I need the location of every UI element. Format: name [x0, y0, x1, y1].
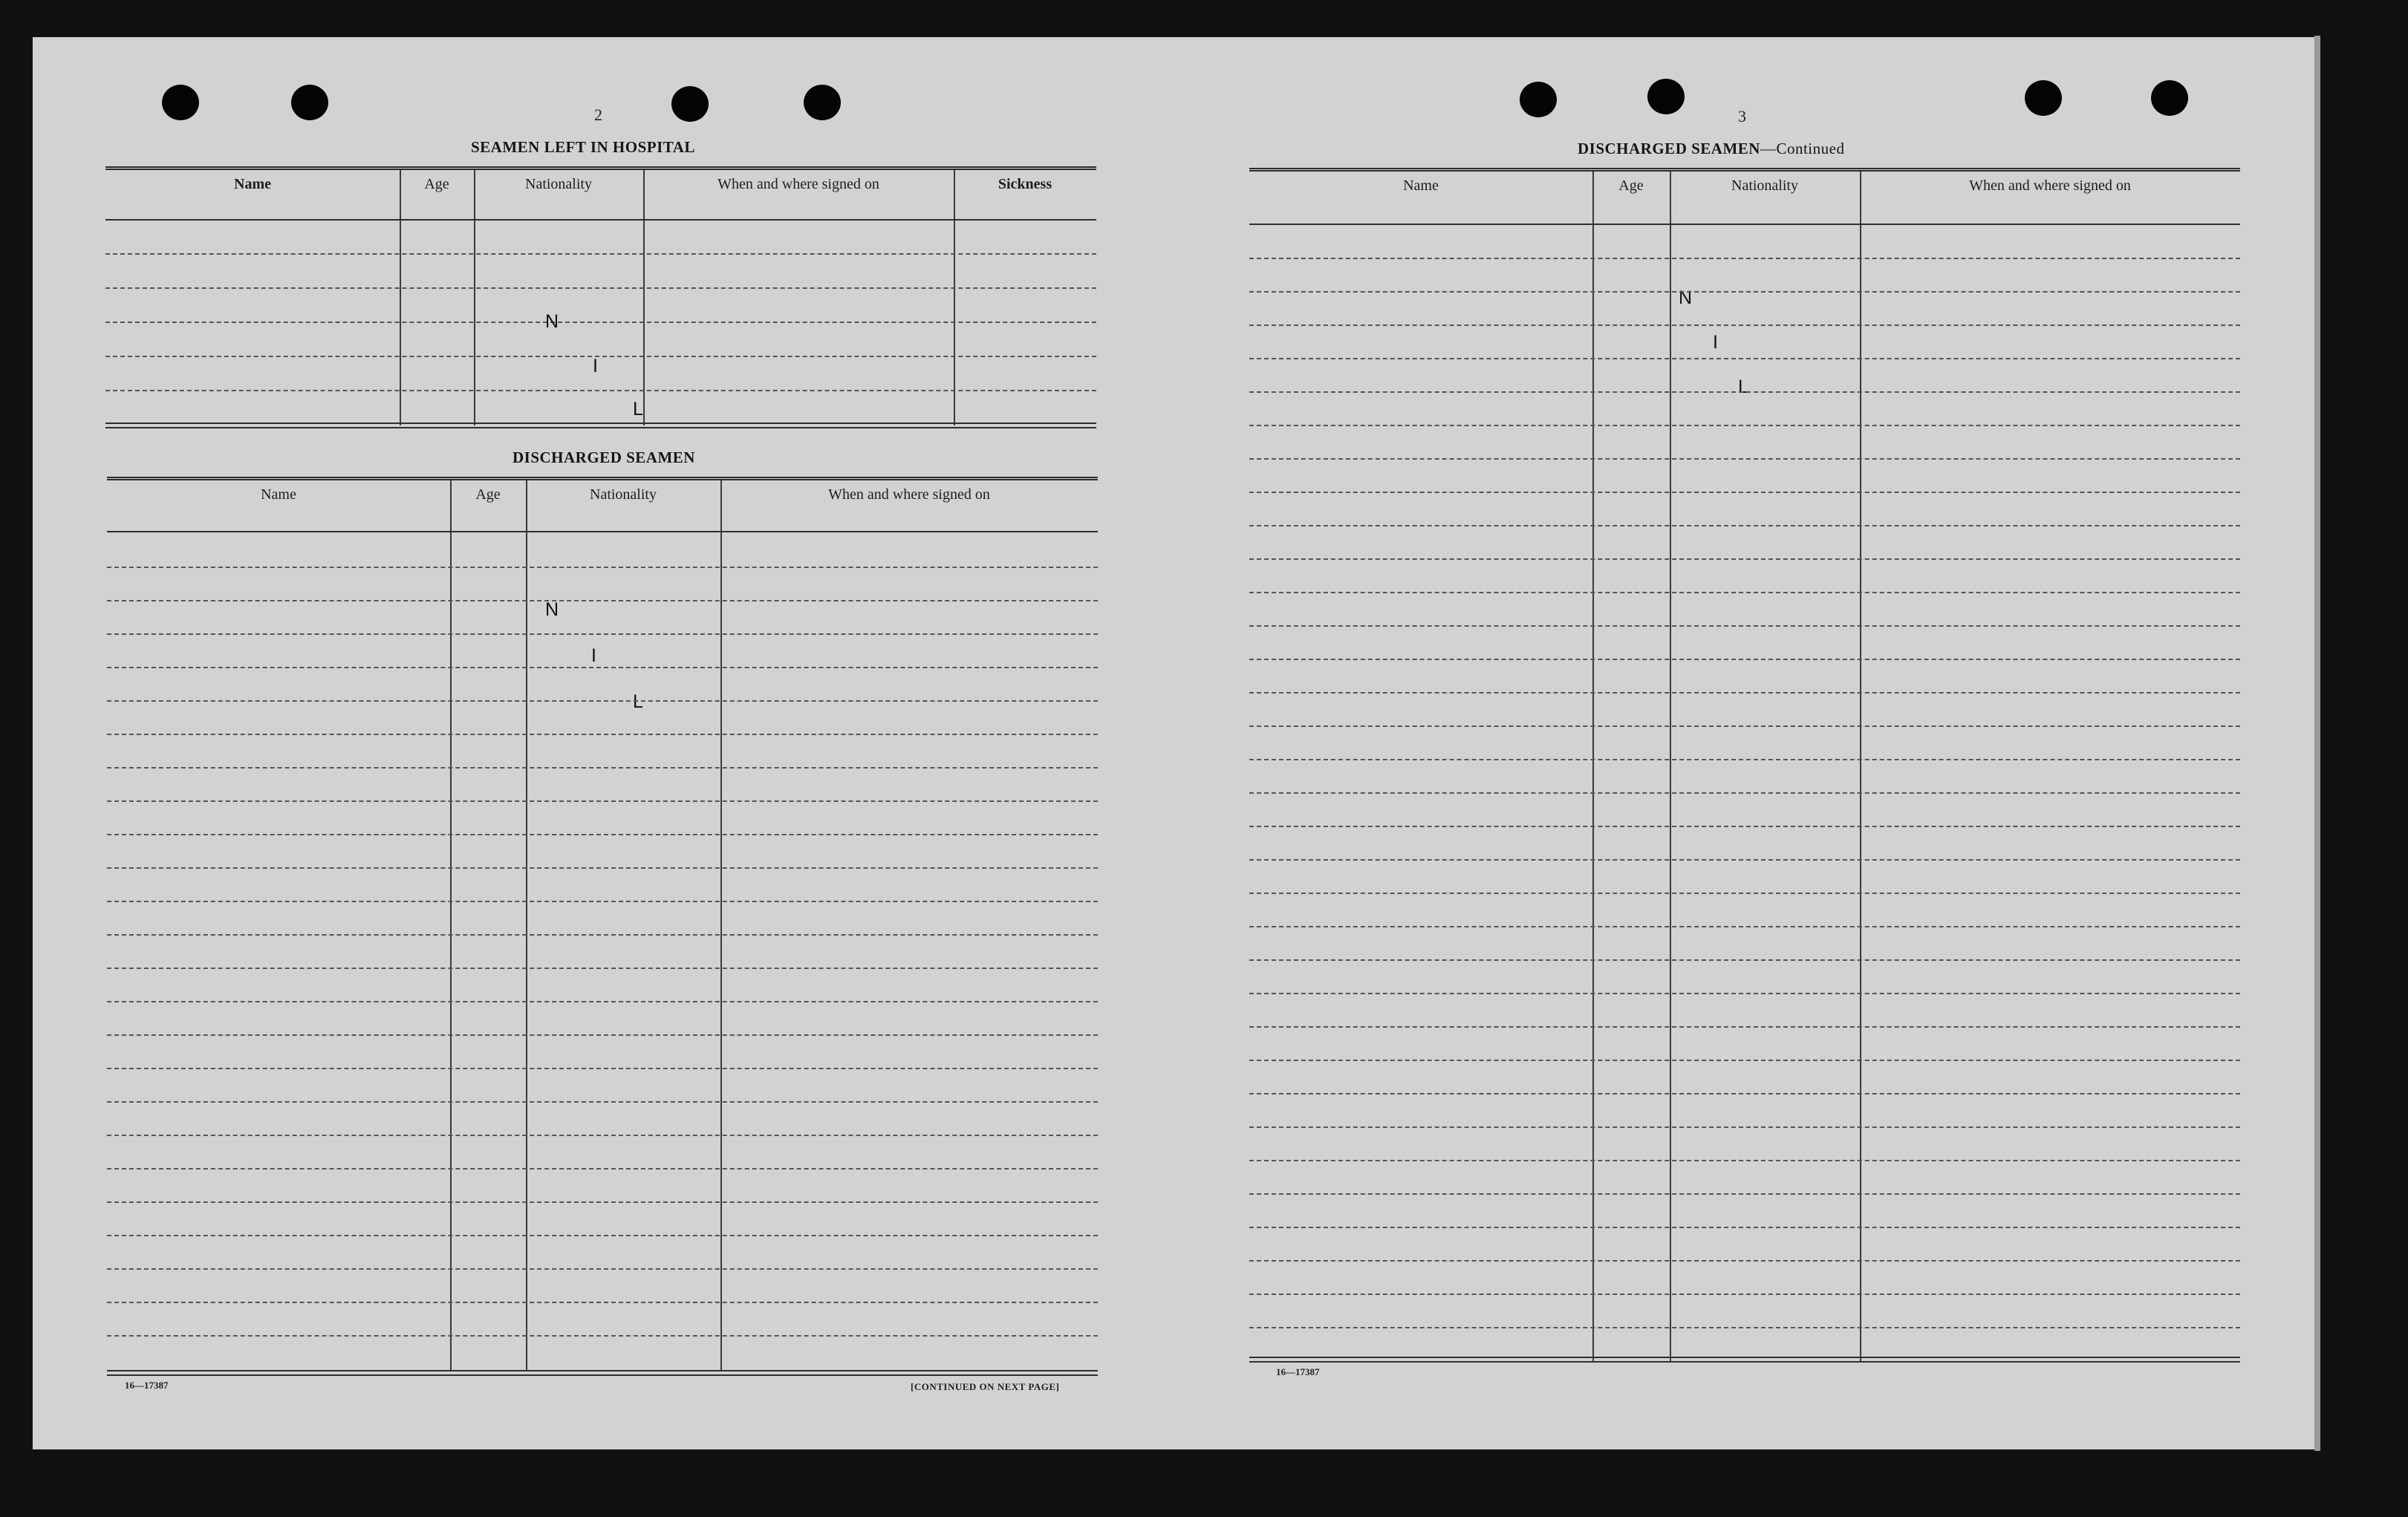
ruled-line: [105, 253, 1096, 255]
table-bottom-rule: [107, 1374, 1098, 1376]
column-header-sickness: Sickness: [998, 176, 1052, 192]
column-header-name: Name: [234, 176, 271, 192]
ruled-line: [1249, 759, 2240, 760]
ruled-line: [1249, 1126, 2240, 1128]
column-header-nationality: Nationality: [590, 486, 657, 503]
ruled-line: [1249, 492, 2240, 493]
title-suffix: —Continued: [1760, 140, 1845, 157]
ruled-line: [107, 934, 1098, 936]
ruled-line: [1249, 659, 2240, 660]
ruled-line: [105, 390, 1096, 391]
page-number-left: 2: [594, 105, 602, 124]
ruled-line: [107, 867, 1098, 869]
column-divider: [720, 480, 722, 1371]
discharged-continued-title: [1578, 140, 1844, 158]
ruled-line: [107, 968, 1098, 969]
ruled-line: [107, 1068, 1098, 1069]
page-number-right: 3: [1738, 107, 1746, 125]
column-divider: [954, 170, 955, 425]
column-divider: [526, 480, 527, 1371]
ruled-line: [1249, 1160, 2240, 1161]
sheet-edge: [2314, 36, 2320, 1451]
column-header-age: Age: [475, 486, 501, 503]
punch-hole: [2025, 80, 2062, 116]
hospital-table: [105, 166, 1096, 425]
ruled-line: [1249, 692, 2240, 694]
discharged-section-title: DISCHARGED SEAMEN: [512, 448, 695, 466]
ruled-line: [1249, 458, 2240, 460]
column-divider: [450, 480, 452, 1371]
ruled-line: [107, 734, 1098, 735]
ruled-line: [1249, 525, 2240, 526]
ruled-line: [1249, 959, 2240, 961]
ruled-line: [105, 322, 1096, 323]
punch-hole: [1647, 79, 1685, 114]
ruled-line: [1249, 258, 2240, 259]
column-header-name: Name: [261, 486, 296, 503]
nil-letter-i: I: [593, 356, 598, 376]
ruled-line: [1249, 725, 2240, 727]
table-bottom-rule: [105, 427, 1096, 428]
punch-hole: [162, 85, 199, 120]
column-header-signed-on: When and where signed on: [717, 176, 879, 192]
column-header-signed-on: When and where signed on: [828, 486, 990, 503]
nil-letter-l: L: [1738, 376, 1748, 397]
column-divider: [400, 170, 401, 425]
ruled-line: [1249, 1193, 2240, 1195]
punch-hole: [804, 85, 841, 120]
ruled-line: [1249, 625, 2240, 627]
ruled-line: [107, 1034, 1098, 1036]
punch-hole: [671, 86, 709, 122]
nil-letter-n: N: [545, 599, 559, 620]
column-divider: [1860, 172, 1861, 1363]
ruled-line: [107, 1335, 1098, 1337]
form-number-left: 16—17387: [125, 1380, 169, 1391]
ruled-line: [107, 1235, 1098, 1236]
ruled-line: [107, 834, 1098, 835]
punch-hole: [291, 85, 328, 120]
ruled-line: [107, 567, 1098, 568]
ruled-line: [107, 1201, 1098, 1203]
table-bottom-rule: [107, 1370, 1098, 1371]
column-header-age: Age: [1618, 177, 1644, 194]
ruled-line: [1249, 1026, 2240, 1028]
ruled-line: [107, 700, 1098, 702]
ruled-line: [1249, 1093, 2240, 1094]
table-bottom-rule: [105, 423, 1096, 424]
ruled-line: [1249, 859, 2240, 861]
ruled-line: [107, 1168, 1098, 1169]
ruled-line: [1249, 291, 2240, 293]
column-header-nationality: Nationality: [525, 176, 592, 192]
ruled-line: [1249, 1260, 2240, 1262]
ruled-line: [107, 767, 1098, 769]
ruled-line: [1249, 1060, 2240, 1061]
nil-letter-i: I: [1713, 332, 1718, 353]
continued-note: [CONTINUED ON NEXT PAGE]: [911, 1381, 1060, 1392]
ruled-line: [107, 667, 1098, 668]
column-divider: [643, 170, 645, 425]
nil-letter-i: I: [591, 645, 596, 666]
table-bottom-rule: [1249, 1357, 2240, 1358]
ruled-line: [1249, 324, 2240, 326]
nil-letter-l: L: [633, 399, 643, 420]
ruled-line: [1249, 1293, 2240, 1295]
header-rule: [107, 531, 1098, 532]
ruled-line: [1249, 993, 2240, 994]
ruled-line: [107, 600, 1098, 601]
header-rule: [1249, 224, 2240, 225]
ruled-line: [1249, 826, 2240, 827]
ruled-line: [105, 356, 1096, 357]
ruled-line: [107, 1001, 1098, 1002]
nil-letter-n: N: [1679, 287, 1693, 308]
ruled-line: [1249, 1227, 2240, 1228]
hospital-section-title: SEAMEN LEFT IN HOSPITAL: [471, 138, 695, 156]
ruled-line: [107, 1135, 1098, 1136]
discharged-table-left: [107, 477, 1098, 1375]
ruled-line: [1249, 592, 2240, 593]
punch-hole: [2151, 80, 2188, 116]
header-rule: [105, 219, 1096, 221]
ruled-line: [107, 1101, 1098, 1103]
form-number-right: 16—17387: [1276, 1366, 1320, 1377]
column-header-name: Name: [1403, 177, 1439, 194]
column-divider: [1592, 172, 1594, 1363]
ruled-line: [1249, 893, 2240, 894]
column-header-age: Age: [424, 176, 449, 192]
ruled-line: [1249, 425, 2240, 426]
table-bottom-rule: [1249, 1361, 2240, 1363]
column-divider: [1670, 172, 1671, 1363]
ruled-line: [1249, 391, 2240, 393]
punch-hole: [1520, 82, 1557, 117]
ruled-line: [107, 901, 1098, 902]
ruled-line: [107, 633, 1098, 635]
ruled-line: [1249, 1327, 2240, 1328]
ruled-line: [1249, 558, 2240, 560]
ruled-line: [107, 1268, 1098, 1270]
ruled-line: [1249, 792, 2240, 794]
ruled-line: [1249, 926, 2240, 927]
ruled-line: [105, 287, 1096, 289]
title-main: DISCHARGED SEAMEN: [1578, 140, 1760, 157]
ruled-line: [107, 800, 1098, 802]
column-divider: [474, 170, 475, 425]
ruled-line: [107, 1302, 1098, 1303]
ruled-line: [1249, 358, 2240, 359]
column-header-nationality: Nationality: [1731, 177, 1798, 194]
discharged-table-right: [1249, 168, 2240, 1363]
column-header-signed-on: When and where signed on: [1969, 177, 2131, 194]
nil-letter-n: N: [545, 311, 559, 332]
nil-letter-l: L: [633, 691, 643, 712]
